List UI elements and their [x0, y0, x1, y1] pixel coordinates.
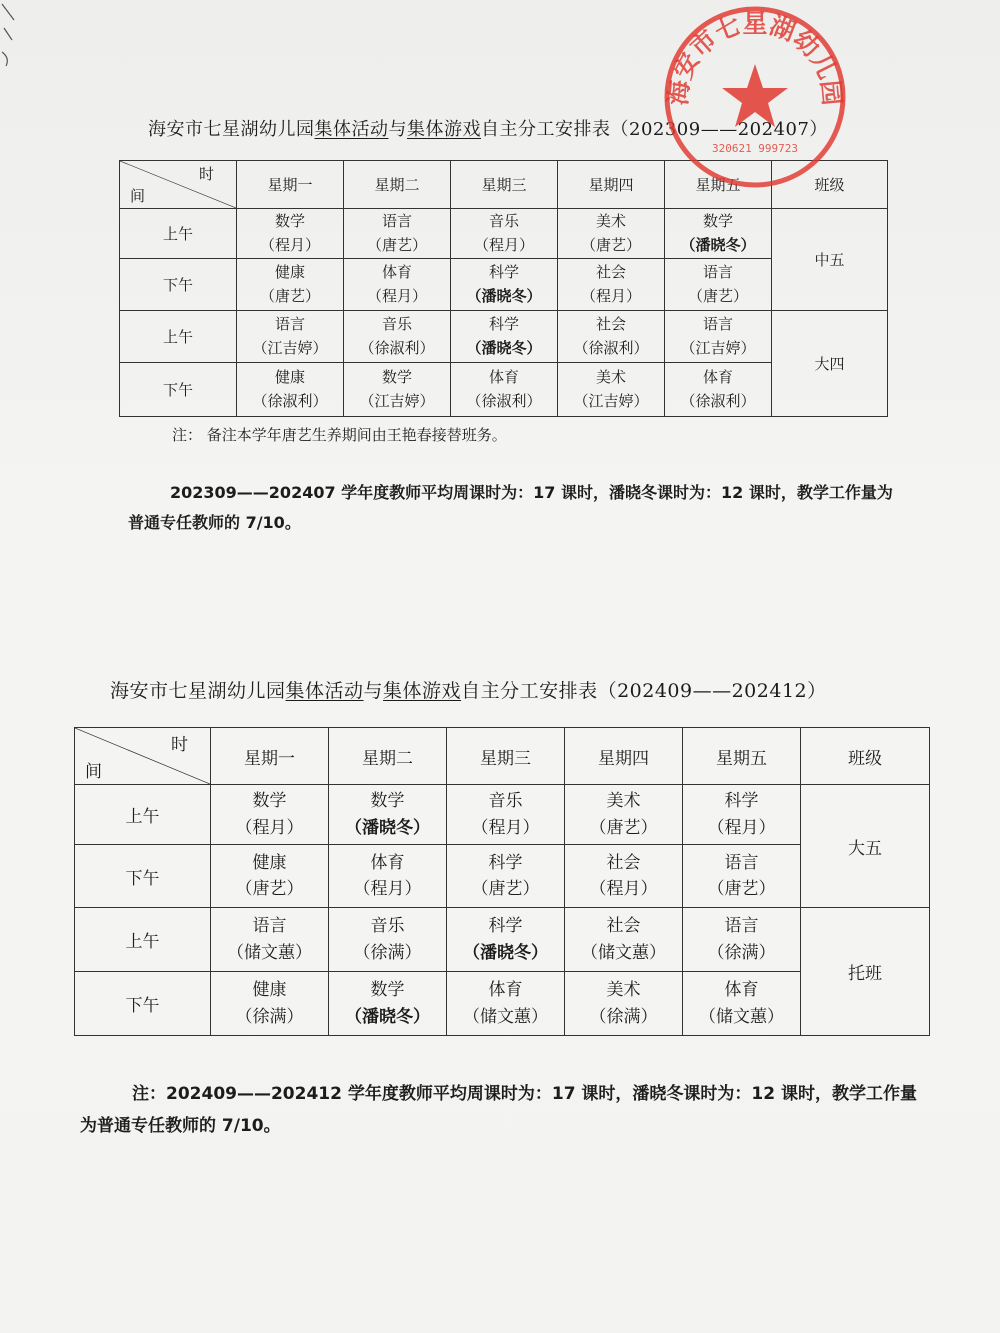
subject-label: 语言 [702, 263, 733, 282]
day-header: 星期一 [211, 728, 329, 785]
subject-label: 体育 [702, 368, 733, 387]
class-cell: 大四 [772, 311, 888, 417]
corner-period-label: 间 [130, 187, 146, 205]
schedule-cell [447, 845, 565, 908]
schedule-cell [665, 209, 772, 259]
subject-label: 美术 [606, 791, 641, 812]
schedule-cell [237, 363, 344, 417]
teacher-label: （唐艺） [687, 286, 748, 305]
header-row [75, 728, 930, 785]
teacher-label: （唐艺） [259, 286, 320, 305]
day-header: 星期五 [665, 161, 772, 209]
subject-label: 健康 [252, 980, 287, 1001]
schedule-cell [558, 363, 665, 417]
subject-label: 科学 [724, 791, 759, 812]
schedule-cell [344, 363, 451, 417]
teacher-label: （储文蕙） [699, 1006, 784, 1027]
teacher-label: （程月） [471, 817, 540, 838]
schedule-cell [237, 311, 344, 363]
subject-label: 语言 [724, 852, 759, 873]
subject-label: 语言 [381, 212, 412, 231]
day-header: 星期四 [558, 161, 665, 209]
day-header: 星期三 [447, 728, 565, 785]
teacher-label: （徐满） [235, 1006, 304, 1027]
title-suffix: 自主分工安排表（202409——202412） [461, 680, 827, 702]
schedule-cell [683, 972, 801, 1036]
subject-label: 数学 [370, 791, 405, 812]
teacher-label: （徐满） [707, 942, 776, 963]
subject-label: 数学 [274, 212, 305, 231]
day-header: 星期三 [451, 161, 558, 209]
teacher-label: （程月） [589, 879, 658, 899]
teacher-label: （程月） [259, 235, 320, 254]
subject-label: 体育 [370, 852, 405, 873]
subject-label: 音乐 [370, 916, 405, 937]
teacher-label: （徐满） [353, 942, 422, 963]
teacher-label: （储文蕙） [227, 942, 312, 963]
schedule-cell [565, 785, 683, 845]
schedule-cell [451, 363, 558, 417]
teacher-label: （程月） [366, 286, 427, 305]
title-underline-2: 集体游戏 [407, 119, 481, 140]
schedule-cell [683, 908, 801, 972]
teacher-label: （徐满） [589, 1006, 658, 1027]
schedule-cell [447, 785, 565, 845]
schedule-cell [558, 209, 665, 259]
official-seal [660, 2, 850, 192]
subject-label: 科学 [488, 916, 523, 937]
teacher-label: （潘晓冬） [345, 1006, 430, 1027]
schedule-cell [451, 209, 558, 259]
table-row [120, 311, 888, 363]
corner-period-label: 间 [85, 762, 102, 782]
title-underline-2: 集体游戏 [383, 680, 462, 702]
teacher-label: （徐淑利） [252, 391, 328, 410]
title-underline-1: 集体活动 [285, 680, 364, 702]
subject-label: 音乐 [381, 315, 412, 334]
teacher-label: （潘晓冬） [680, 235, 756, 254]
teacher-label: （唐艺） [589, 817, 658, 838]
subject-label: 科学 [488, 852, 523, 873]
subject-label: 数学 [252, 791, 287, 812]
class-cell: 大五 [801, 785, 930, 908]
schedule-cell [211, 908, 329, 972]
schedule-cell [665, 259, 772, 311]
teacher-label: （潘晓冬） [466, 338, 542, 357]
schedule2-table [74, 727, 930, 1036]
schedule-cell [329, 908, 447, 972]
corner-cell [75, 728, 211, 785]
day-header: 星期二 [329, 728, 447, 785]
teacher-label: （唐艺） [366, 235, 427, 254]
schedule-cell [565, 908, 683, 972]
schedule1-table [119, 160, 888, 417]
teacher-label: （唐艺） [580, 235, 641, 254]
period-cell: 下午 [75, 845, 211, 908]
schedule-cell [329, 972, 447, 1036]
schedule-cell [558, 259, 665, 311]
teacher-label: （潘晓冬） [466, 286, 542, 305]
schedule-cell [344, 259, 451, 311]
teacher-label: （徐淑利） [466, 391, 542, 410]
subject-label: 音乐 [488, 212, 519, 231]
schedule-cell [329, 845, 447, 908]
subject-label: 美术 [606, 980, 641, 1001]
schedule-cell [329, 785, 447, 845]
table-row [120, 209, 888, 259]
seal-code: 320621 999723 [711, 142, 799, 155]
title-prefix: 海安市七星湖幼儿园 [148, 119, 315, 140]
subject-label: 数学 [702, 212, 733, 231]
schedule1-summary: 202309——202407 学年度教师平均周课时为：17 课时，潘晓冬课时为：12 课时，教学工作量为普通专任教师的 7/10。 [128, 483, 893, 532]
schedule-cell [211, 845, 329, 908]
schedule-cell [447, 972, 565, 1036]
corner-cell [120, 161, 237, 209]
subject-label: 健康 [274, 368, 305, 387]
period-cell: 上午 [120, 311, 237, 363]
day-header: 星期四 [565, 728, 683, 785]
subject-label: 语言 [724, 916, 759, 937]
schedule-cell [683, 845, 801, 908]
teacher-label: （储文蕙） [463, 1006, 548, 1027]
subject-label: 健康 [274, 263, 305, 282]
teacher-label: （徐淑利） [680, 391, 756, 410]
teacher-label: （徐淑利） [573, 338, 649, 357]
schedule-cell [665, 363, 772, 417]
subject-label: 音乐 [488, 791, 523, 812]
schedule-cell [447, 908, 565, 972]
teacher-label: （潘晓冬） [345, 817, 430, 838]
schedule-cell [451, 259, 558, 311]
subject-label: 社会 [606, 852, 641, 873]
subject-label: 美术 [595, 368, 626, 387]
corner-time-label: 时 [171, 735, 188, 755]
subject-label: 体育 [488, 980, 523, 1001]
day-header: 星期一 [237, 161, 344, 209]
period-cell: 下午 [75, 972, 211, 1036]
teacher-label: （程月） [473, 235, 534, 254]
teacher-label: （江吉婷） [252, 338, 328, 357]
subject-label: 健康 [252, 852, 287, 873]
table-row [75, 908, 930, 972]
subject-label: 美术 [595, 212, 626, 231]
teacher-label: （程月） [353, 879, 422, 899]
corner-time-label: 时 [198, 165, 214, 183]
schedule-cell [237, 259, 344, 311]
schedule-cell [211, 972, 329, 1036]
period-cell: 上午 [75, 908, 211, 972]
teacher-label: （唐艺） [471, 879, 540, 899]
schedule-cell [451, 311, 558, 363]
subject-label: 社会 [606, 916, 641, 937]
period-cell: 上午 [75, 785, 211, 845]
teacher-label: （储文蕙） [581, 942, 666, 963]
subject-label: 语言 [702, 315, 733, 334]
schedule-cell [683, 785, 801, 845]
teacher-label: （徐淑利） [359, 338, 435, 357]
title-underline-1: 集体活动 [314, 119, 389, 140]
edge-marks [0, 0, 20, 80]
subject-label: 社会 [595, 315, 626, 334]
subject-label: 数学 [370, 980, 405, 1001]
title-suffix: 自主分工安排表（202309——202407） [481, 119, 828, 140]
schedule-cell [237, 209, 344, 259]
title-mid: 与 [363, 680, 384, 702]
teacher-label: （江吉婷） [359, 391, 435, 410]
subject-label: 体育 [488, 368, 519, 387]
subject-label: 体育 [724, 980, 759, 1001]
schedule-cell [344, 209, 451, 259]
teacher-label: （程月） [235, 817, 304, 838]
subject-label: 体育 [381, 263, 412, 282]
class-cell: 托班 [801, 908, 930, 1036]
schedule-cell [565, 972, 683, 1036]
day-header: 星期二 [344, 161, 451, 209]
subject-label: 社会 [595, 263, 626, 282]
schedule-cell [565, 845, 683, 908]
schedule-cell [211, 785, 329, 845]
teacher-label: （程月） [707, 817, 776, 838]
subject-label: 科学 [488, 263, 519, 282]
schedule-cell [665, 311, 772, 363]
schedule1-note: 注： 备注本学年唐艺生养期间由王艳春接替班务。 [172, 426, 507, 444]
subject-label: 数学 [381, 368, 412, 387]
subject-label: 语言 [274, 315, 305, 334]
day-header: 星期五 [683, 728, 801, 785]
subject-label: 语言 [252, 916, 287, 937]
schedule2-summary: 注：202409——202412 学年度教师平均周课时为：17 课时，潘晓冬课时为：12 课时，教学工作量为普通专任教师的 7/10。 [80, 1084, 918, 1136]
title-prefix: 海安市七星湖幼儿园 [110, 680, 286, 702]
teacher-label: （潘晓冬） [463, 942, 548, 963]
period-cell: 上午 [120, 209, 237, 259]
period-cell: 下午 [120, 259, 237, 311]
schedule-cell [344, 311, 451, 363]
teacher-label: （江吉婷） [680, 338, 756, 357]
teacher-label: （江吉婷） [573, 391, 649, 410]
class-cell: 中五 [772, 209, 888, 311]
table-row [75, 785, 930, 845]
period-cell: 下午 [120, 363, 237, 417]
teacher-label: （唐艺） [707, 879, 776, 899]
teacher-label: （程月） [580, 286, 641, 305]
schedule2-title [110, 676, 827, 703]
title-mid: 与 [388, 119, 407, 140]
teacher-label: （唐艺） [235, 879, 304, 899]
seal-text: 海安市七星湖幼儿园 [663, 9, 847, 107]
class-header: 班级 [772, 161, 888, 209]
class-header: 班级 [801, 728, 930, 785]
subject-label: 科学 [488, 315, 519, 334]
schedule-cell [558, 311, 665, 363]
